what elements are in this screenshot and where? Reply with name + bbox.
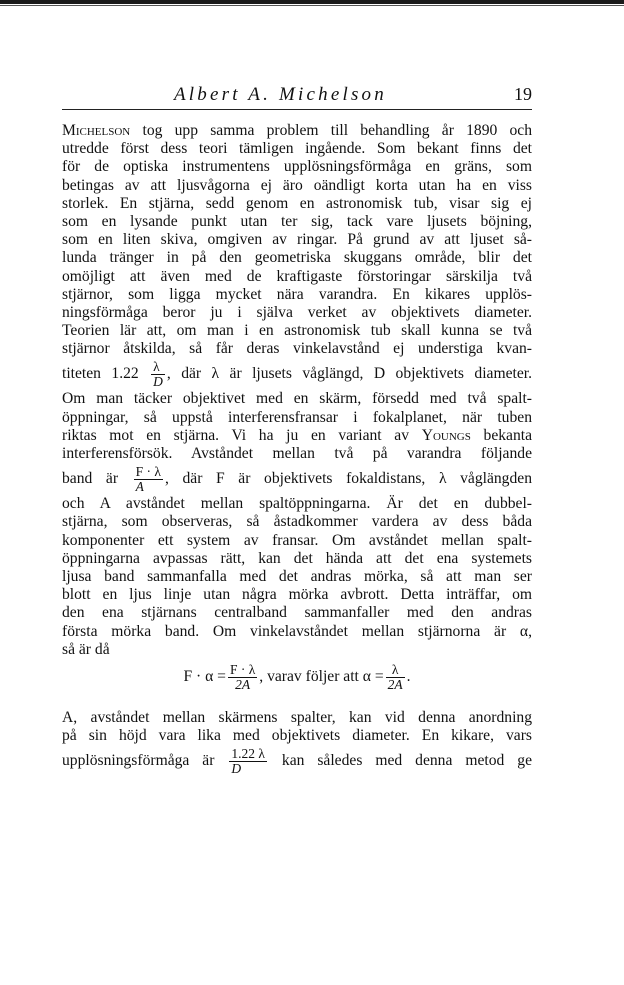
text-line: stjärnor åtskilda, så får deras vinkelavstånd ej understiga kvan- [62,340,532,358]
name-youngs: Youngs [421,426,471,444]
text-line: den ena stjärnans centralband sammanfaller med den andras [62,604,532,622]
text-line-with-fraction: band är $\frac{F \cdot \lambda}{A}$ , där F är objektivets fokaldistans, λ våglängden [62,464,532,495]
text-line: stjärnor, som ligga mycket nära varandra. En kikares upplös- [62,285,532,303]
text-line: första mörka band. Om vinkelavståndet mellan stjärnorna är α, [62,622,532,640]
text-line: öppningar, så uppstå interferensfransar i fokalplanet, när tuben [62,408,532,426]
text-line: på sin höjd vara lika med objektivets diameter. En kikare, vars [62,727,532,745]
text-line: Michelson tog upp samma problem till behandling år 1890 och [62,122,533,139]
text-line: så är då [62,640,110,658]
text-line: lunda tränger in på den geometriska skuggans område, blir det [62,249,532,267]
text-line: storlek. En stjärna, sedd genom en astronomisk tub, visar sig ej [62,194,532,212]
text-line: Om man täcker objektivet med en skärm, försedd med två spalt- [62,390,532,408]
running-head [62,84,532,110]
fraction-f-lambda-over-2a: $\frac{F \cdot \lambda}{2A}$ [229,661,256,692]
text-line-with-fraction: titeten 1.22 $\frac{\lambda}{D}$ , där λ är ljusets våglängd, D objektivets diameter. [62,359,532,390]
page-top-rule-thin [0,5,624,6]
text-line: ningsförmåga beror ju i själva verket av objektivets diameter. [62,303,532,321]
text-line: och A avståndet mellan spaltöppningarna. Är det en dubbel- [62,495,532,513]
text-line: utredde först dess teori tämligen ingående. Som bekant finns det [62,140,532,158]
text-line-with-fraction: upplösningsförmåga är $\frac{1.22 \lambda}{D}$ kan således med denna metod ge [62,746,532,777]
text-line: komponenter ett system av fransar. Om avståndet mellan spalt- [62,531,532,549]
text-line: blott en ljus linje utan några mörka avbrott. Detta inträffar, om [62,586,532,604]
running-head-title: Albert A. Michelson [174,84,387,105]
text-line: omöjligt att även med de kraftigaste förstoringar särskilja två [62,267,532,285]
text-line: Teorien lär att, om man i en astronomisk tub skall kunna se två [62,322,532,340]
name-michelson: Michelson [62,122,131,139]
text-line: betingas av att ljusvågorna ej äro oändligt korta utan ha en viss [62,176,532,194]
text-line: stjärna, som observeras, så åstadkommer vardera av dess båda [62,513,532,531]
header-rule [62,109,532,110]
fraction-lambda-over-d: $\frac{\lambda}{D}$ [153,359,163,390]
fraction-f-lambda-over-a: $\frac{F \cdot \lambda}{A}$ [135,464,161,495]
page-top-rule [0,0,624,4]
text-line: A, avståndet mellan skärmens spalter, kan vid denna anordning [62,708,532,726]
text-line: interferensförsök. Avståndet mellan två på varandra följande [62,445,532,462]
display-equation: F · α = $\frac{F \cdot \lambda}{2A}$ , varav följer att α = $\frac{\lambda}{2A}$ . [183,661,411,692]
text-line: öppningarna avpassas rätt, kan det hända att det ena systemets [62,549,532,567]
spacer [62,695,532,709]
text-line: ljusa band sammanfalla med det andras mörka, så att man ser [62,567,532,585]
page-number: 19 [514,84,532,104]
fraction-122-lambda-over-d: $\frac{1.22 \lambda}{D}$ [231,746,265,777]
text-line: som en liten skiva, omgiven av ringar. På grund av att ljuset så- [62,231,532,249]
fraction-lambda-over-2a: $\frac{\lambda}{2A}$ [387,661,403,692]
text-line: för de optiska instrumentens upplösningsförmåga en gräns, som [62,158,532,176]
body-text [62,122,532,777]
text-line: som en lysande punkt utan ter sig, tack vare ljusets böjning, [62,212,532,230]
text-line: riktas mot en stjärna. Vi ha ju en variant av Youngs bekanta [62,426,533,444]
